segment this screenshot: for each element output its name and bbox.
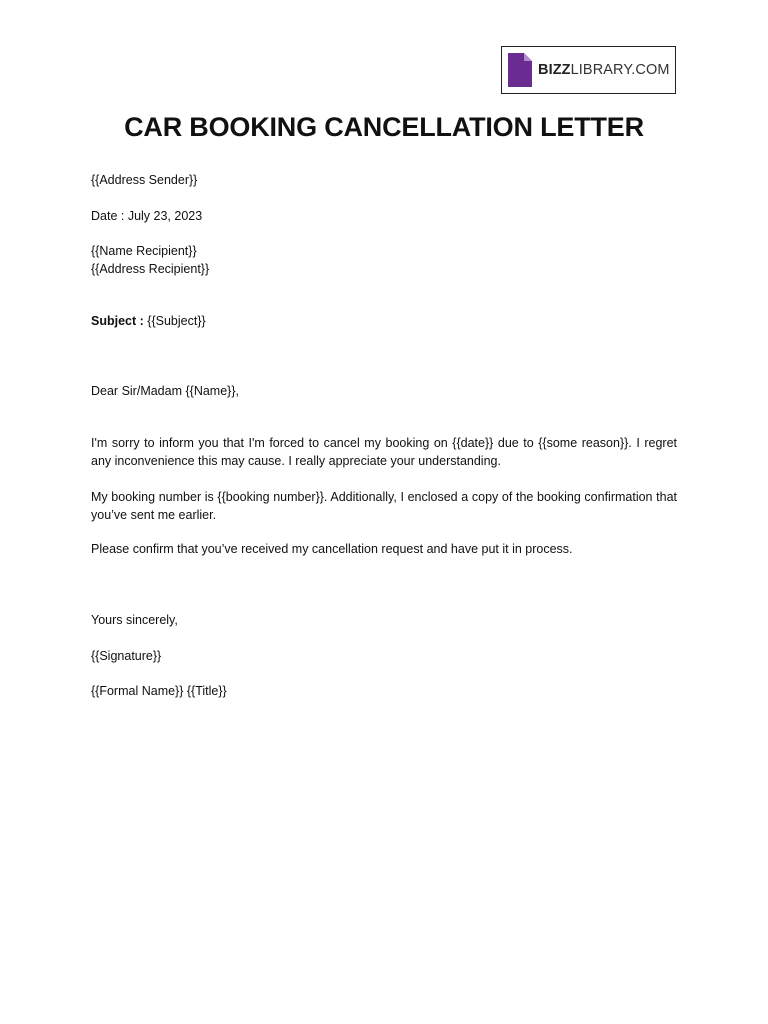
- formal-name-title: {{Formal Name}} {{Title}}: [91, 684, 227, 698]
- logo-brand-light: LIBRARY.COM: [570, 62, 670, 78]
- document-title: CAR BOOKING CANCELLATION LETTER: [124, 112, 644, 142]
- closing: Yours sincerely,: [91, 613, 178, 627]
- salutation: Dear Sir/Madam {{Name}},: [91, 384, 239, 398]
- name-recipient: {{Name Recipient}}: [91, 244, 197, 258]
- logo-brand-bold: BIZZ: [538, 62, 571, 78]
- subject-value: {{Subject}}: [147, 314, 206, 328]
- body-paragraph-3: Please confirm that you’ve received my cancellation request and have put it in process.: [91, 542, 573, 556]
- date-line: Date : July 23, 2023: [91, 209, 203, 223]
- address-recipient: {{Address Recipient}}: [91, 262, 210, 276]
- signature: {{Signature}}: [91, 649, 162, 663]
- address-sender: {{Address Sender}}: [91, 173, 198, 187]
- logo-text: [538, 62, 670, 78]
- document-logo-icon: [508, 53, 532, 87]
- body-paragraph-2: My booking number is {{booking number}}. Additionally, I enclosed a copy of the booking confirmation that you’ve sent me earlier.: [91, 490, 677, 522]
- subject-line: [91, 312, 206, 330]
- bizzlibrary-logo[interactable]: [501, 46, 676, 94]
- subject-label: Subject :: [91, 314, 144, 328]
- body-paragraph-1: I'm sorry to inform you that I'm forced to cancel my booking on {{date}} due to {{some reason}}. I regret any inconvenience this may cause. I really appreciate your understanding.: [91, 436, 677, 468]
